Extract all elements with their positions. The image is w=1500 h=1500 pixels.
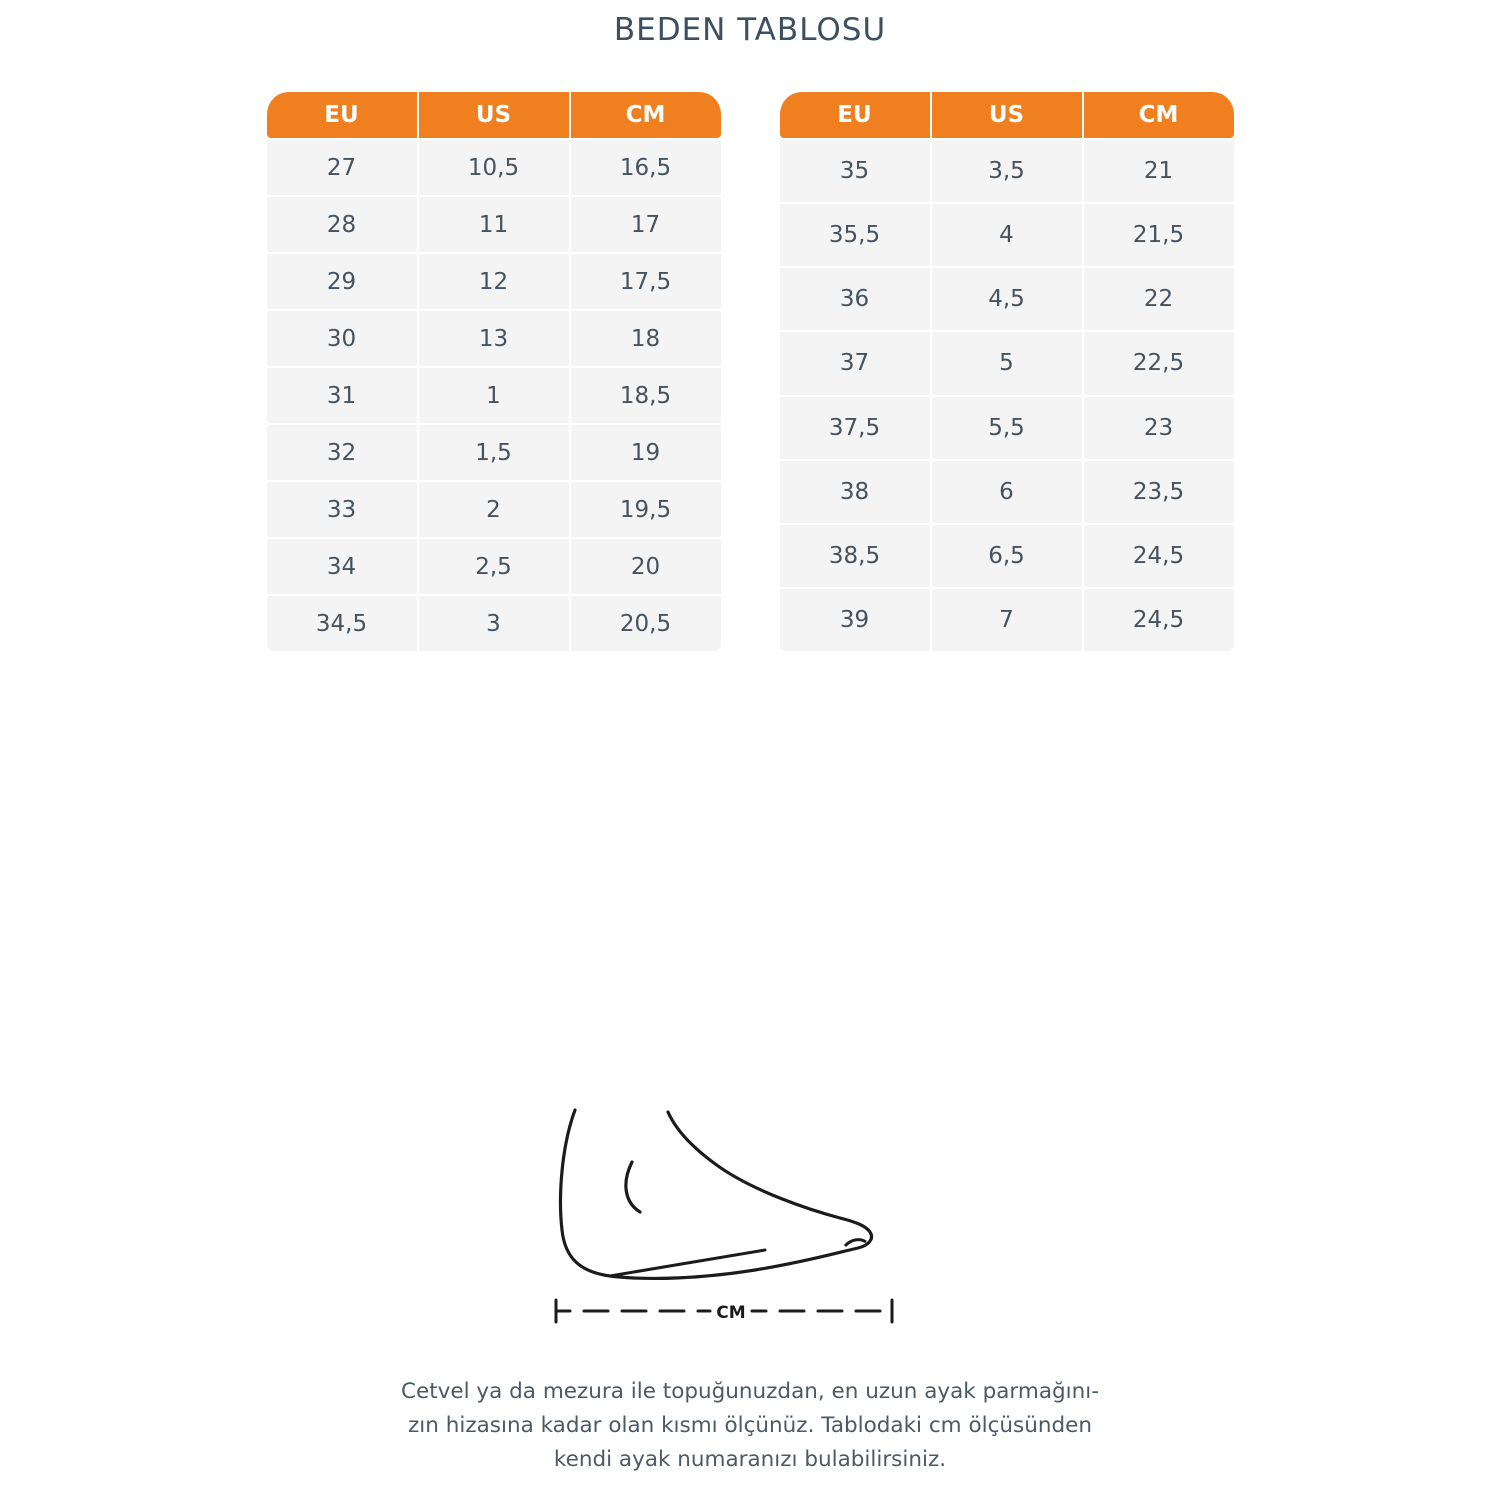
cell-eu: 36 [780,268,930,330]
cell-us: 4,5 [932,268,1082,330]
adult-size-table [778,90,1236,653]
cell-us: 11 [419,197,569,252]
cell-eu: 39 [780,589,930,651]
column-header-cm: CM [571,92,721,138]
cell-us: 3 [419,596,569,651]
table-row [267,596,721,651]
foot-outline-icon [540,1100,960,1340]
table-row [267,311,721,366]
cell-cm: 24,5 [1084,589,1234,651]
column-header-cm: CM [1084,92,1234,138]
cell-us: 6 [932,461,1082,523]
cell-eu: 37,5 [780,397,930,459]
cell-eu: 37 [780,332,930,394]
cell-eu: 34 [267,539,417,594]
column-header-eu: EU [780,92,930,138]
cell-us: 2 [419,482,569,537]
table-header-row [267,92,721,138]
instructions-text [0,1375,1500,1477]
kids-size-table [265,90,723,653]
cell-cm: 23,5 [1084,461,1234,523]
cell-cm: 22 [1084,268,1234,330]
cell-us: 6,5 [932,525,1082,587]
table-header-row [780,92,1234,138]
cell-eu: 32 [267,425,417,480]
table-row [267,140,721,195]
cell-cm: 21,5 [1084,204,1234,266]
cell-cm: 24,5 [1084,525,1234,587]
table-row [780,332,1234,394]
cell-eu: 29 [267,254,417,309]
cell-cm: 17 [571,197,721,252]
cell-cm: 21 [1084,140,1234,202]
cell-eu: 31 [267,368,417,423]
cell-eu: 33 [267,482,417,537]
instructions-line-1: Cetvel ya da mezura ile topuğunuzdan, en uzun ayak parmağını- [401,1379,1099,1404]
column-header-us: US [419,92,569,138]
cell-cm: 18,5 [571,368,721,423]
cell-cm: 20,5 [571,596,721,651]
table-row [780,140,1234,202]
cell-eu: 28 [267,197,417,252]
cell-eu: 35 [780,140,930,202]
cell-us: 10,5 [419,140,569,195]
table-row [780,268,1234,330]
cell-us: 3,5 [932,140,1082,202]
cell-us: 13 [419,311,569,366]
cell-eu: 27 [267,140,417,195]
table-row [267,254,721,309]
cell-us: 1,5 [419,425,569,480]
table-row [267,425,721,480]
cell-eu: 35,5 [780,204,930,266]
column-header-eu: EU [267,92,417,138]
cell-cm: 18 [571,311,721,366]
cell-cm: 23 [1084,397,1234,459]
table-row [267,197,721,252]
table-row [780,589,1234,651]
cell-eu: 30 [267,311,417,366]
table-row [780,461,1234,523]
column-header-us: US [932,92,1082,138]
cell-us: 5 [932,332,1082,394]
foot-measurement-diagram [0,1100,1500,1340]
cell-eu: 38,5 [780,525,930,587]
page-title: BEDEN TABLOSU [613,12,887,48]
cell-us: 4 [932,204,1082,266]
cell-cm: 22,5 [1084,332,1234,394]
instructions-line-3: kendi ayak numaranızı bulabilirsiniz. [553,1447,947,1472]
cell-cm: 20 [571,539,721,594]
measure-unit-label: CM [716,1303,746,1323]
cell-eu: 34,5 [267,596,417,651]
table-row [267,539,721,594]
cell-us: 2,5 [419,539,569,594]
cell-us: 7 [932,589,1082,651]
table-row [780,525,1234,587]
cell-us: 12 [419,254,569,309]
cell-us: 5,5 [932,397,1082,459]
size-tables-container [0,90,1500,653]
cell-cm: 19 [571,425,721,480]
table-row [780,397,1234,459]
cell-cm: 16,5 [571,140,721,195]
table-row [267,368,721,423]
instructions-line-2: zın hizasına kadar olan kısmı ölçünüz. Tablodaki cm ölçüsünden [408,1413,1092,1438]
table-row [267,482,721,537]
cell-cm: 17,5 [571,254,721,309]
cell-us: 1 [419,368,569,423]
table-row [780,204,1234,266]
cell-cm: 19,5 [571,482,721,537]
cell-eu: 38 [780,461,930,523]
